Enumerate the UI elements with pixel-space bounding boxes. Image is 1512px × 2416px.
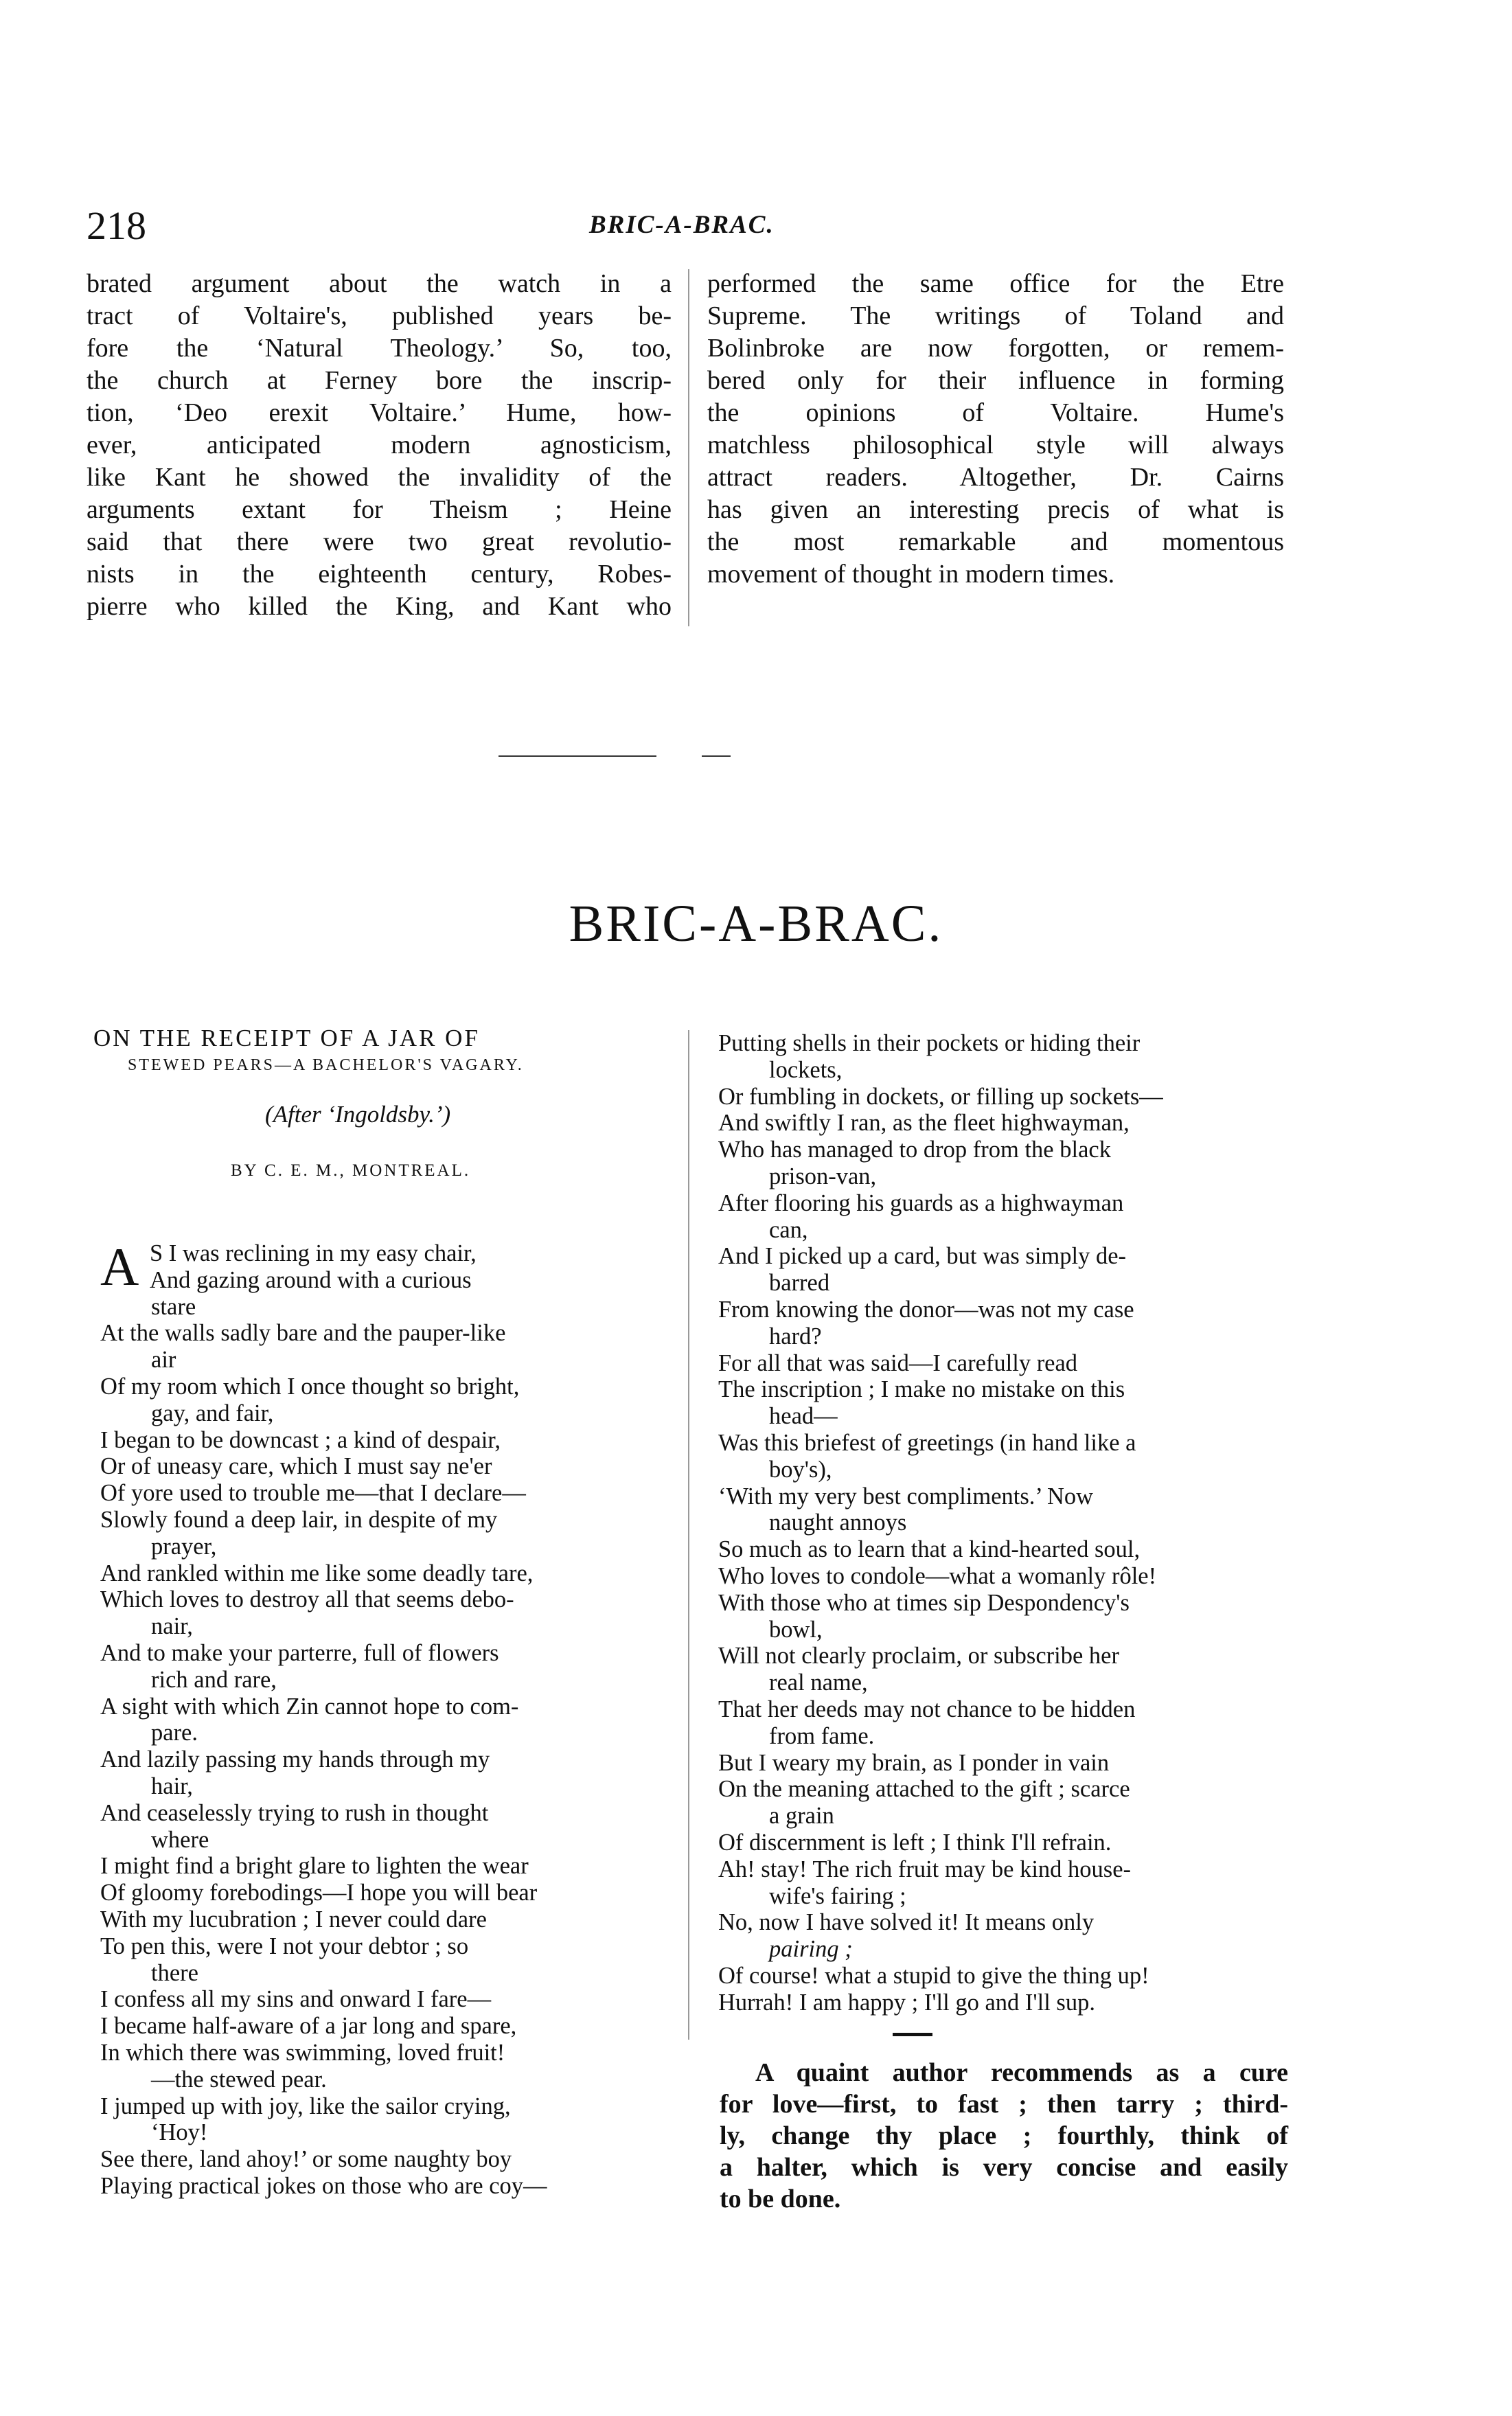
verse-line: pairing ; bbox=[769, 1936, 853, 1963]
verse-line: And rankled within me like some deadly tare, bbox=[100, 1560, 534, 1586]
text-line: tract of Voltaire's, published years be- bbox=[87, 301, 672, 330]
verse-line: That her deeds may not chance to be hidden bbox=[718, 1696, 1136, 1722]
verse-line: naught annoys bbox=[769, 1509, 907, 1536]
verse-line: a grain bbox=[769, 1803, 834, 1830]
verse-line: Who has managed to drop from the black bbox=[718, 1137, 1111, 1163]
verse-line: No, now I have solved it! It means only bbox=[718, 1909, 1095, 1936]
verse-line: rich and rare, bbox=[151, 1666, 277, 1693]
text-line: nists in the eighteenth century, Robes- bbox=[87, 560, 672, 589]
verse-line: And gazing around with a curious bbox=[150, 1266, 472, 1293]
verse-line: Or fumbling in dockets, or filling up sockets— bbox=[718, 1083, 1163, 1110]
poem-byline: BY C. E. M., MONTREAL. bbox=[231, 1161, 471, 1180]
text-line: to be done. bbox=[720, 2185, 841, 2213]
text-line: matchless philosophical style will always bbox=[707, 431, 1284, 459]
poem-subtitle: STEWED PEARS—A BACHELOR'S VAGARY. bbox=[128, 1056, 524, 1074]
verse-line: hair, bbox=[151, 1773, 193, 1799]
text-line: the opinions of Voltaire. Hume's bbox=[707, 398, 1284, 427]
text-line: fore the ‘Natural Theology.’ So, too, bbox=[87, 334, 672, 363]
verse-line: Who loves to condole—what a womanly rôle! bbox=[718, 1562, 1157, 1589]
verse-line: nair, bbox=[151, 1613, 193, 1640]
verse-line: So much as to learn that a kind-hearted soul, bbox=[718, 1536, 1141, 1563]
text-line: brated argument about the watch in a bbox=[87, 269, 672, 298]
page-number: 218 bbox=[87, 203, 146, 248]
text-line: like Kant he showed the invalidity of the bbox=[87, 463, 672, 492]
top-left-column bbox=[87, 268, 672, 623]
verse-line: Playing practical jokes on those who are coy— bbox=[100, 2172, 547, 2199]
verse-line: I might find a bright glare to lighten the wear bbox=[100, 1853, 529, 1880]
verse-line: stare bbox=[151, 1293, 196, 1320]
running-title: BRIC-A-BRAC. bbox=[589, 211, 775, 239]
verse-line: I jumped up with joy, like the sailor crying, bbox=[100, 2093, 511, 2119]
verse-line: I began to be downcast ; a kind of despair, bbox=[100, 1426, 501, 1453]
verse-line: And lazily passing my hands through my bbox=[100, 1746, 490, 1773]
verse-line: there bbox=[151, 1959, 198, 1986]
verse-line: A sight with which Zin cannot hope to com- bbox=[100, 1693, 519, 1720]
verse-line: Of course! what a stupid to give the thing up! bbox=[718, 1962, 1149, 1989]
drop-cap: A bbox=[100, 1237, 139, 1297]
verse-line: The inscription ; I make no mistake on this bbox=[718, 1376, 1125, 1403]
section-divider bbox=[702, 755, 731, 757]
verse-line: With those who at times sip Despondency's bbox=[718, 1589, 1130, 1616]
text-line: for love—first, to fast ; then tarry ; third- bbox=[720, 2090, 1288, 2119]
verse-line: Ah! stay! The rich fruit may be kind house- bbox=[718, 1856, 1132, 1882]
verse-line: —the stewed pear. bbox=[151, 2066, 327, 2093]
top-right-column bbox=[707, 268, 1284, 591]
verse-line: bowl, bbox=[769, 1616, 823, 1643]
text-line: Bolinbroke are now forgotten, or remem- bbox=[707, 334, 1284, 363]
verse-line: On the meaning attached to the gift ; scarce bbox=[718, 1776, 1130, 1803]
verse-line: hard? bbox=[769, 1323, 822, 1349]
text-line: Supreme. The writings of Toland and bbox=[707, 301, 1284, 330]
poem-right-column bbox=[718, 1030, 1295, 2016]
poem-left-column bbox=[100, 1237, 670, 2200]
verse-line: And ceaselessly trying to rush in thought bbox=[100, 1799, 489, 1826]
text-line: performed the same office for the Etre bbox=[707, 269, 1284, 298]
verse-line: Of gloomy forebodings—I hope you will bear bbox=[100, 1880, 538, 1906]
verse-line: Of yore used to trouble me—that I declare— bbox=[100, 1480, 526, 1507]
text-line: ever, anticipated modern agnosticism, bbox=[87, 431, 672, 459]
section-divider bbox=[499, 755, 656, 757]
verse-line: barred bbox=[769, 1270, 830, 1297]
verse-line: S I was reclining in my easy chair, bbox=[150, 1240, 477, 1266]
verse-line: Of my room which I once thought so bright, bbox=[100, 1373, 520, 1400]
verse-line: From knowing the donor—was not my case bbox=[718, 1296, 1134, 1323]
text-line: tion, ‘Deo erexit Voltaire.’ Hume, how- bbox=[87, 398, 672, 427]
verse-line: can, bbox=[769, 1216, 808, 1243]
text-line: movement of thought in modern times. bbox=[707, 560, 1115, 589]
verse-line: I became half-aware of a jar long and spare, bbox=[100, 2013, 517, 2040]
verse-line: And to make your parterre, full of flowers bbox=[100, 1639, 499, 1666]
text-line: bered only for their influence in forming bbox=[707, 366, 1284, 395]
verse-line: air bbox=[151, 1347, 176, 1374]
column-rule bbox=[688, 269, 689, 626]
verse-line: I confess all my sins and onward I fare— bbox=[100, 1986, 492, 2013]
verse-line: See there, land ahoy!’ or some naughty boy bbox=[100, 2146, 512, 2173]
text-line: pierre who killed the King, and Kant who bbox=[87, 592, 672, 621]
verse-line: Hurrah! I am happy ; I'll go and I'll sup. bbox=[718, 1989, 1095, 2016]
text-line: ly, change thy place ; fourthly, think of bbox=[720, 2121, 1288, 2150]
verse-line: For all that was said—I carefully read bbox=[718, 1349, 1078, 1376]
verse-line: In which there was swimming, loved fruit! bbox=[100, 2039, 505, 2066]
verse-line: real name, bbox=[769, 1669, 868, 1696]
text-line: attract readers. Altogether, Dr. Cairns bbox=[707, 463, 1284, 492]
verse-line: Will not clearly proclaim, or subscribe her bbox=[718, 1643, 1119, 1669]
verse-line: where bbox=[151, 1826, 209, 1853]
poem-heading bbox=[93, 1025, 670, 1181]
verse-line: At the walls sadly bare and the pauper-like bbox=[100, 1320, 506, 1347]
verse-line: Which loves to destroy all that seems debo- bbox=[100, 1586, 514, 1613]
verse-line: boy's), bbox=[769, 1456, 832, 1483]
column-rule bbox=[688, 1030, 689, 2040]
section-title: BRIC-A-BRAC. bbox=[569, 895, 943, 953]
verse-line: prison-van, bbox=[769, 1163, 877, 1189]
poem-title: ON THE RECEIPT OF A JAR OF bbox=[93, 1025, 480, 1051]
verse-line: wife's fairing ; bbox=[769, 1882, 906, 1909]
text-line: the most remarkable and momentous bbox=[707, 527, 1284, 556]
verse-line: To pen this, were I not your debtor ; so bbox=[100, 1933, 469, 1959]
verse-line: lockets, bbox=[769, 1056, 843, 1083]
verse-line: Slowly found a deep lair, in despite of my bbox=[100, 1506, 498, 1533]
verse-line: Was this briefest of greetings (in hand like a bbox=[718, 1429, 1136, 1456]
verse-line: But I weary my brain, as I ponder in vain bbox=[718, 1749, 1110, 1776]
verse-line: And swiftly I ran, as the fleet highwayman, bbox=[718, 1110, 1130, 1137]
text-line: has given an interesting precis of what is bbox=[707, 495, 1284, 524]
verse-line: And I picked up a card, but was simply de- bbox=[718, 1243, 1127, 1270]
verse-line: gay, and fair, bbox=[151, 1400, 274, 1426]
text-line: a halter, which is very concise and easily bbox=[720, 2153, 1288, 2182]
verse-line: Or of uneasy care, which I must say ne'er bbox=[100, 1453, 492, 1480]
verse-line: ‘With my very best compliments.’ Now bbox=[718, 1483, 1094, 1509]
verse-line: from fame. bbox=[769, 1722, 875, 1749]
verse-line: After flooring his guards as a highwayman bbox=[718, 1189, 1124, 1216]
verse-line: prayer, bbox=[151, 1533, 217, 1560]
verse-line: ‘Hoy! bbox=[151, 2119, 208, 2146]
verse-line: With my lucubration ; I never could dare bbox=[100, 1906, 487, 1933]
closing-paragraph bbox=[720, 2057, 1288, 2215]
text-line: said that there were two great revolutio- bbox=[87, 527, 672, 556]
text-line: the church at Ferney bore the inscrip- bbox=[87, 366, 672, 395]
text-line: arguments extant for Theism ; Heine bbox=[87, 495, 672, 524]
verse-line: pare. bbox=[151, 1720, 198, 1746]
poem-attribution: (After ‘Ingoldsby.’) bbox=[265, 1101, 451, 1128]
verse-line: head— bbox=[769, 1403, 838, 1430]
verse-line: Of discernment is left ; I think I'll refrain. bbox=[718, 1829, 1112, 1856]
verse-line: Putting shells in their pockets or hiding their bbox=[718, 1030, 1141, 1056]
text-line: A quaint author recommends as a cure bbox=[755, 2058, 1288, 2087]
section-divider bbox=[893, 2033, 932, 2036]
